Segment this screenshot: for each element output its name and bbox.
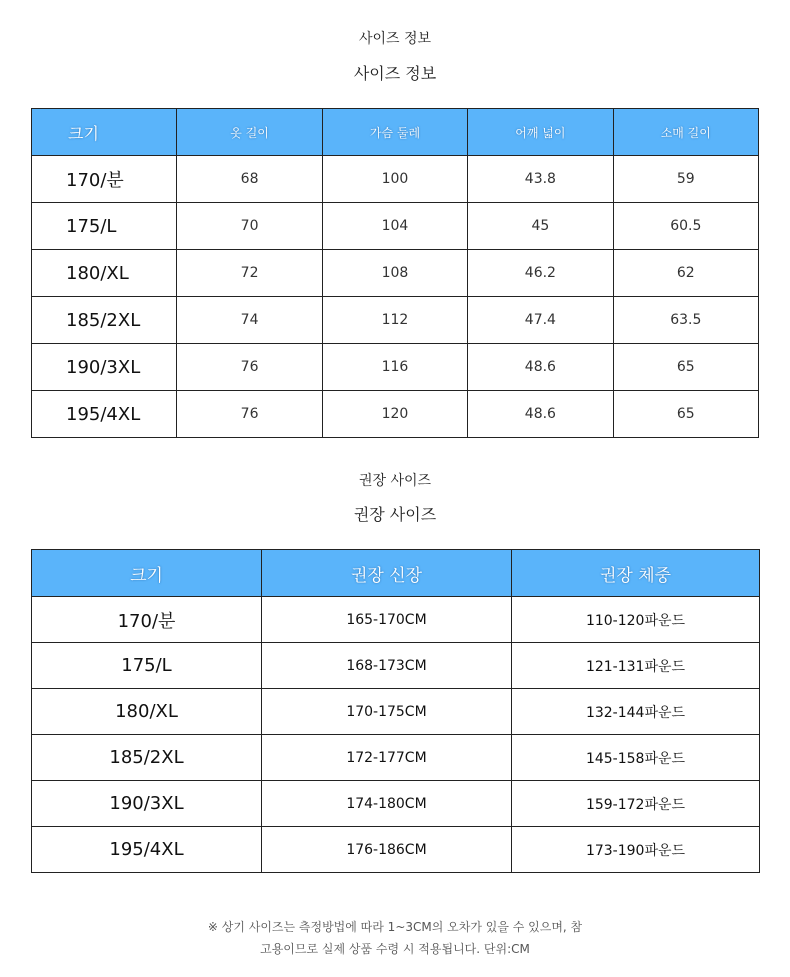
footer-note-line2: 고용이므로 실제 상품 수령 시 적용됩니다. 단위:CM (260, 942, 530, 956)
size-cell: 190/3XL (32, 344, 177, 391)
shoulder-cell: 47.4 (468, 297, 613, 344)
table-row (32, 297, 759, 344)
header-size: 크기 (32, 550, 262, 597)
sleeve-cell: 65 (613, 344, 758, 391)
weight-cell: 159-172파운드 (512, 781, 760, 827)
length-cell: 76 (177, 391, 322, 438)
length-cell: 76 (177, 344, 322, 391)
size-cell: 170/분 (32, 156, 177, 203)
sleeve-cell: 63.5 (613, 297, 758, 344)
shoulder-cell: 48.6 (468, 391, 613, 438)
shoulder-cell: 48.6 (468, 344, 613, 391)
footer-note-line1: ※ 상기 사이즈는 측정방법에 따라 1~3CM의 오차가 있을 수 있으며, 참 (207, 920, 583, 934)
size-cell: 190/3XL (32, 781, 262, 827)
table-row (32, 391, 759, 438)
sleeve-cell: 59 (613, 156, 758, 203)
chest-cell: 120 (322, 391, 467, 438)
header-shoulder: 어깨 넓이 (468, 109, 613, 156)
chest-cell: 100 (322, 156, 467, 203)
weight-cell: 173-190파운드 (512, 827, 760, 873)
size-info-table (31, 108, 759, 438)
header-size: 크기 (32, 109, 177, 156)
weight-cell: 121-131파운드 (512, 643, 760, 689)
recommended-size-table (31, 549, 760, 873)
size-cell: 195/4XL (32, 391, 177, 438)
table-row (32, 827, 760, 873)
table-row (32, 781, 760, 827)
table-row (32, 344, 759, 391)
sleeve-cell: 60.5 (613, 203, 758, 250)
size-cell: 175/L (32, 643, 262, 689)
height-cell: 165-170CM (262, 597, 512, 643)
size-cell: 185/2XL (32, 297, 177, 344)
header-weight: 권장 체중 (512, 550, 760, 597)
shoulder-cell: 46.2 (468, 250, 613, 297)
size-cell: 180/XL (32, 689, 262, 735)
shoulder-cell: 43.8 (468, 156, 613, 203)
table-row (32, 597, 760, 643)
size-cell: 175/L (32, 203, 177, 250)
chest-cell: 108 (322, 250, 467, 297)
table-row (32, 250, 759, 297)
table-header-row (32, 550, 760, 597)
chest-cell: 104 (322, 203, 467, 250)
size-cell: 180/XL (32, 250, 177, 297)
height-cell: 174-180CM (262, 781, 512, 827)
shoulder-cell: 45 (468, 203, 613, 250)
table-row (32, 203, 759, 250)
sleeve-cell: 65 (613, 391, 758, 438)
recommended-caption-small: 권장 사이즈 (358, 473, 432, 489)
recommended-size-title: 권장 사이즈 (353, 505, 437, 524)
height-cell: 170-175CM (262, 689, 512, 735)
size-info-title: 사이즈 정보 (353, 64, 437, 83)
header-length: 옷 길이 (177, 109, 322, 156)
height-cell: 172-177CM (262, 735, 512, 781)
table-header-row (32, 109, 759, 156)
table-row (32, 643, 760, 689)
height-cell: 176-186CM (262, 827, 512, 873)
header-sleeve: 소매 길이 (613, 109, 758, 156)
size-cell: 195/4XL (32, 827, 262, 873)
size-cell: 185/2XL (32, 735, 262, 781)
weight-cell: 132-144파운드 (512, 689, 760, 735)
size-info-caption-small: 사이즈 정보 (358, 31, 432, 47)
height-cell: 168-173CM (262, 643, 512, 689)
header-height: 권장 신장 (262, 550, 512, 597)
table-row (32, 689, 760, 735)
length-cell: 72 (177, 250, 322, 297)
length-cell: 74 (177, 297, 322, 344)
weight-cell: 145-158파운드 (512, 735, 760, 781)
length-cell: 70 (177, 203, 322, 250)
size-cell: 170/분 (32, 597, 262, 643)
header-chest: 가슴 둘레 (322, 109, 467, 156)
table-row (32, 156, 759, 203)
table-row (32, 735, 760, 781)
chest-cell: 112 (322, 297, 467, 344)
weight-cell: 110-120파운드 (512, 597, 760, 643)
sleeve-cell: 62 (613, 250, 758, 297)
chest-cell: 116 (322, 344, 467, 391)
length-cell: 68 (177, 156, 322, 203)
